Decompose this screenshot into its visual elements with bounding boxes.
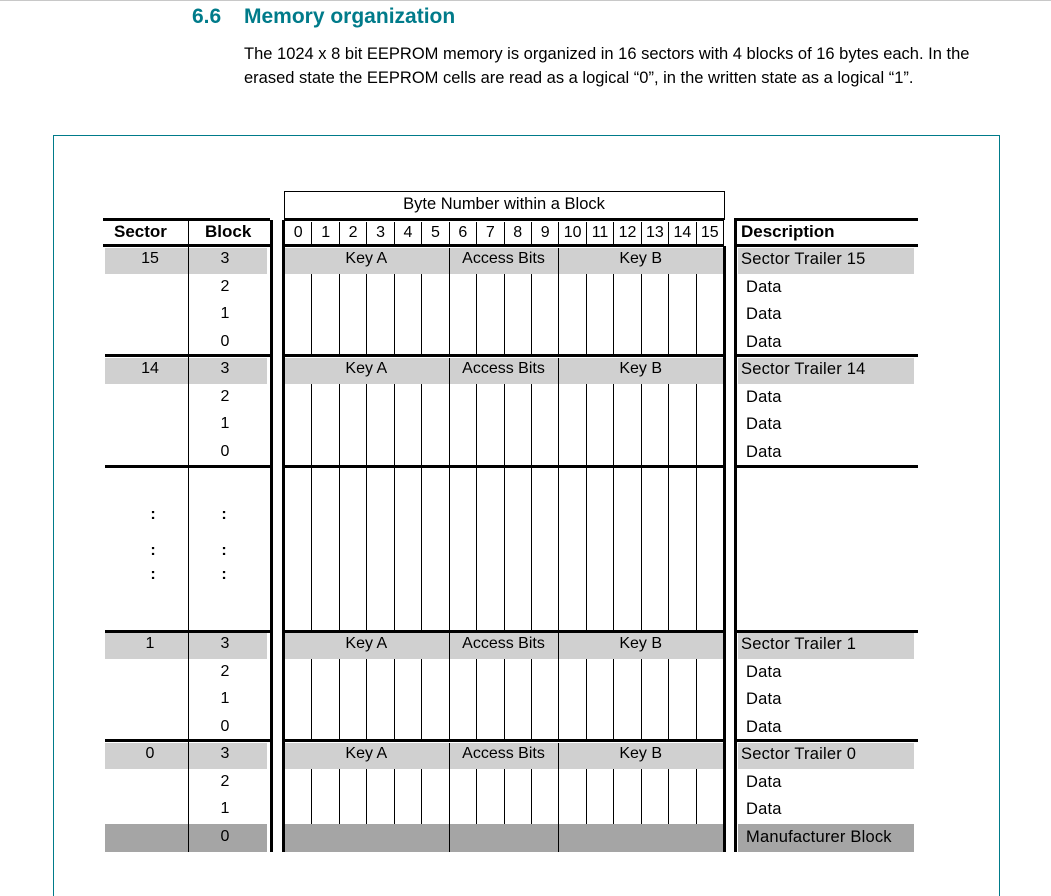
key-a-label: Key A xyxy=(345,745,388,762)
heavy-rule xyxy=(103,244,270,247)
byte-column-line xyxy=(476,468,477,630)
byte-column-line xyxy=(641,274,642,355)
section-number: 6.6 xyxy=(192,5,222,28)
byte-number-cell: 13 xyxy=(641,222,668,244)
byte-column-line xyxy=(449,769,450,824)
byte-column-line xyxy=(531,468,532,630)
byte-column-line xyxy=(339,274,340,355)
page-top-rule xyxy=(0,0,1051,1)
byte-column-line xyxy=(586,468,587,630)
key-a-label: Key A xyxy=(345,250,388,267)
byte-column-line xyxy=(613,274,614,355)
byte-column-line xyxy=(449,468,450,630)
byte-column-line xyxy=(531,384,532,466)
sector-trailer-description: Sector Trailer 15 xyxy=(741,250,866,268)
byte-column-line xyxy=(421,384,422,466)
byte-column-line xyxy=(504,769,505,824)
block-number: 0 xyxy=(220,442,230,460)
byte-column-line xyxy=(504,274,505,355)
heavy-rule xyxy=(284,244,724,247)
key-a-label: Key A xyxy=(345,360,388,377)
block-description: Data xyxy=(746,387,782,406)
sector-trailer-description: Sector Trailer 0 xyxy=(741,745,857,763)
block-number: 1 xyxy=(220,800,230,817)
manufacturer-field-divider xyxy=(558,824,559,853)
byte-column-line xyxy=(613,659,614,740)
block-description: Data xyxy=(746,662,782,681)
byte-column-line xyxy=(696,659,697,740)
access-bits-label: Access Bits xyxy=(462,745,545,762)
intro-paragraph: The 1024 x 8 bit EEPROM memory is organized in 16 sectors with 4 blocks of 16 bytes each. In the erased state the EEPROM cells are read as a logical “0”, in the written state as a logical “1”. xyxy=(244,45,970,87)
byte-column-line xyxy=(421,769,422,824)
byte-column-line xyxy=(366,659,367,740)
byte-number-cell: 14 xyxy=(668,222,695,244)
byte-column-line xyxy=(421,274,422,355)
byte-column-line xyxy=(641,384,642,466)
byte-column-line xyxy=(586,769,587,824)
manufacturer-block-shade xyxy=(284,824,723,853)
byte-column-line xyxy=(311,274,312,355)
block-number: 0 xyxy=(220,827,230,845)
byte-column-line xyxy=(421,468,422,630)
byte-column-line xyxy=(476,659,477,740)
block-number: 3 xyxy=(220,360,230,377)
block-description: Data xyxy=(746,442,782,461)
byte-column-line xyxy=(339,769,340,824)
byte-column-line xyxy=(449,384,450,466)
byte-number-cell: 2 xyxy=(339,222,366,244)
description-header: Description xyxy=(741,222,835,241)
byte-number-cell: 3 xyxy=(366,222,393,244)
byte-column-line xyxy=(558,274,559,355)
sector-separator xyxy=(284,630,724,633)
byte-column-line xyxy=(613,468,614,630)
sector-block-divider xyxy=(188,220,189,852)
key-a-label: Key A xyxy=(345,635,388,652)
byte-column-line xyxy=(421,659,422,740)
byte-column-line xyxy=(311,659,312,740)
byte-column-line xyxy=(311,769,312,824)
block-number: 2 xyxy=(220,772,230,790)
byte-column-line xyxy=(558,468,559,630)
byte-column-line xyxy=(339,384,340,466)
block-description: Data xyxy=(746,717,782,736)
sector-trailer-description: Sector Trailer 14 xyxy=(741,360,866,378)
byte-column-line xyxy=(366,384,367,466)
byte-column-line xyxy=(366,274,367,355)
byte-column-line xyxy=(696,384,697,466)
byte-column-line xyxy=(558,769,559,824)
block-number: 0 xyxy=(220,717,230,735)
heavy-rule xyxy=(736,244,918,247)
byte-column-line xyxy=(696,274,697,355)
block-description: Data xyxy=(746,772,782,791)
block-number: 3 xyxy=(220,635,230,652)
access-bits-label: Access Bits xyxy=(462,635,545,652)
sector-trailer-description: Sector Trailer 1 xyxy=(741,635,857,653)
byte-column-line xyxy=(504,384,505,466)
sector-number: 0 xyxy=(145,745,155,762)
byte-number-cell: 12 xyxy=(613,222,640,244)
byte-column-line xyxy=(586,274,587,355)
block-number: 1 xyxy=(220,415,230,432)
block-column-right-edge xyxy=(270,220,273,852)
block-number: 0 xyxy=(220,332,230,350)
byte-column-line xyxy=(668,659,669,740)
byte-number-cell: 5 xyxy=(421,222,448,244)
byte-column-line xyxy=(558,659,559,740)
byte-column-line xyxy=(696,468,697,630)
byte-column-line xyxy=(641,468,642,630)
sector-separator xyxy=(284,354,724,357)
block-number: 2 xyxy=(220,387,230,405)
block-number: 2 xyxy=(220,277,230,295)
byte-number-cell: 7 xyxy=(476,222,503,244)
byte-column-line xyxy=(449,274,450,355)
block-description: Data xyxy=(746,305,782,323)
byte-number-cell: 4 xyxy=(394,222,421,244)
byte-column-line xyxy=(641,659,642,740)
block-description: Data xyxy=(746,332,782,351)
byte-number-cell: 15 xyxy=(696,222,723,244)
key-b-label: Key B xyxy=(619,745,663,762)
byte-number-cell: 10 xyxy=(558,222,585,244)
byte-number-cell: 8 xyxy=(504,222,531,244)
sector-separator xyxy=(736,465,918,468)
block-number: 1 xyxy=(220,690,230,707)
byte-column-line xyxy=(668,384,669,466)
byte-column-line xyxy=(613,769,614,824)
byte-column-line xyxy=(476,769,477,824)
ellipsis-sector: : xyxy=(150,566,156,583)
byte-column-line xyxy=(504,659,505,740)
block-description: Data xyxy=(746,415,782,433)
ellipsis-sector: : xyxy=(150,506,156,523)
byte-column-line xyxy=(668,274,669,355)
heavy-rule xyxy=(284,218,724,221)
byte-column-line xyxy=(339,659,340,740)
byte-column-line xyxy=(366,468,367,630)
block-number: 3 xyxy=(220,745,230,762)
byte-column-line xyxy=(531,769,532,824)
sector-number: 14 xyxy=(141,360,159,377)
block-description: Data xyxy=(746,800,782,818)
byte-column-line xyxy=(613,384,614,466)
byte-column-line xyxy=(586,384,587,466)
description-left-edge xyxy=(734,218,737,852)
byte-column-line xyxy=(586,659,587,740)
ellipsis-sector: : xyxy=(150,542,156,559)
ellipsis-block: : xyxy=(221,506,227,523)
section-title: Memory organization xyxy=(244,5,456,28)
byte-number-right-border xyxy=(723,220,724,245)
block-description: Manufacturer Block xyxy=(746,827,892,846)
byte-number-cell: 9 xyxy=(531,222,558,244)
block-description: Data xyxy=(746,690,782,708)
block-number: 1 xyxy=(220,305,230,322)
byte-column-line xyxy=(394,384,395,466)
byte-column-line xyxy=(476,274,477,355)
byte-column-line xyxy=(668,769,669,824)
heavy-rule xyxy=(103,218,270,221)
byte-column-line xyxy=(668,468,669,630)
byte-column-line xyxy=(531,659,532,740)
byte-number-cell: 11 xyxy=(586,222,613,244)
heavy-rule xyxy=(736,218,918,221)
sector-separator xyxy=(736,630,918,633)
sector-number: 15 xyxy=(141,250,159,267)
byte-column-line xyxy=(366,769,367,824)
access-bits-label: Access Bits xyxy=(462,360,545,377)
block-description: Data xyxy=(746,277,782,296)
byte-number-header: Byte Number within a Block xyxy=(403,195,605,213)
ellipsis-block: : xyxy=(221,566,227,583)
byte-column-line xyxy=(476,384,477,466)
sector-separator xyxy=(736,354,918,357)
key-b-label: Key B xyxy=(619,635,663,652)
byte-column-line xyxy=(394,468,395,630)
block-number: 3 xyxy=(220,250,230,267)
sector-separator xyxy=(736,739,918,742)
byte-column-line xyxy=(696,769,697,824)
manufacturer-field-divider xyxy=(449,824,450,853)
byte-number-cell: 6 xyxy=(449,222,476,244)
byte-column-line xyxy=(449,659,450,740)
sector-separator xyxy=(284,739,724,742)
block-header: Block xyxy=(205,222,252,241)
byte-column-line xyxy=(394,659,395,740)
byte-column-line xyxy=(311,468,312,630)
byte-column-line xyxy=(394,769,395,824)
byte-column-line xyxy=(394,274,395,355)
sector-header: Sector xyxy=(114,222,167,241)
byte-column-line xyxy=(504,468,505,630)
byte-number-cell: 1 xyxy=(311,222,338,244)
access-bits-label: Access Bits xyxy=(462,250,545,267)
byte-number-cell: 0 xyxy=(284,222,311,244)
key-b-label: Key B xyxy=(619,360,663,377)
byte-column-line xyxy=(531,274,532,355)
byte-column-line xyxy=(339,468,340,630)
byte-column-line xyxy=(641,769,642,824)
byte-column-line xyxy=(558,384,559,466)
bytes-right-edge xyxy=(723,246,726,852)
block-number: 2 xyxy=(220,662,230,680)
sector-number: 1 xyxy=(145,635,155,652)
key-b-label: Key B xyxy=(619,250,663,267)
ellipsis-block: : xyxy=(221,542,227,559)
byte-column-line xyxy=(311,384,312,466)
